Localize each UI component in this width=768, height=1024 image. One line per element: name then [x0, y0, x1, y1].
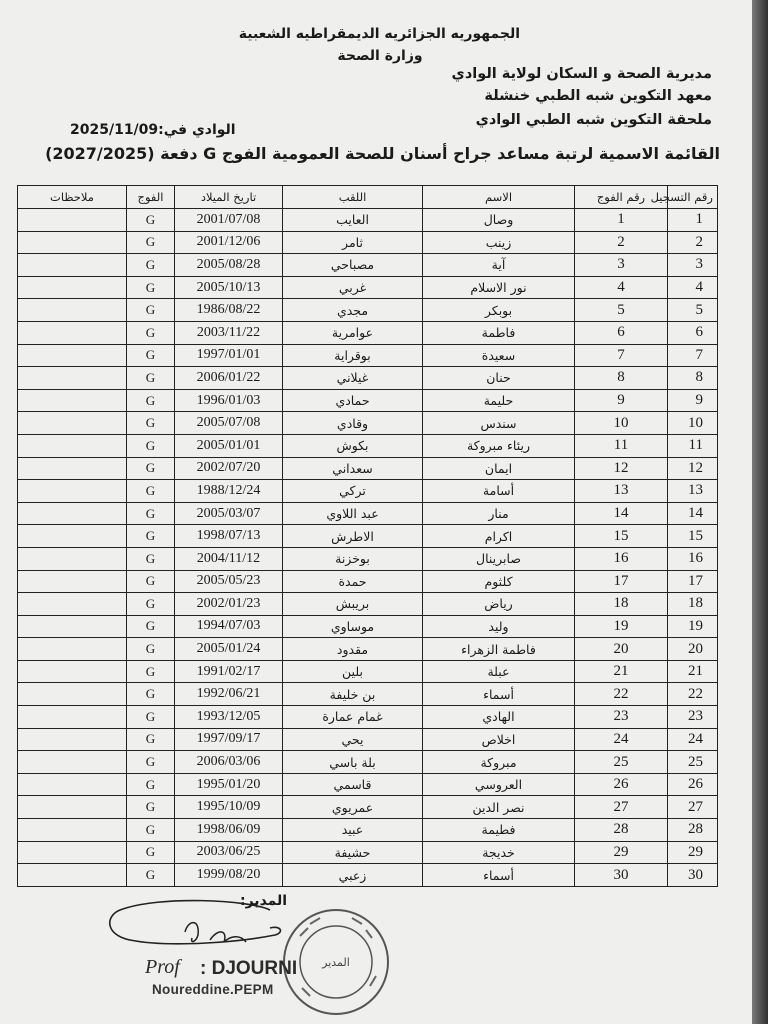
cell-surname: غمام عمارة: [283, 706, 423, 729]
cell-reg: 4: [668, 276, 718, 299]
cell-class: G: [127, 841, 175, 864]
cell-notes: [18, 389, 127, 412]
cell-group-no: 11: [575, 434, 668, 457]
table-row: [18, 254, 718, 277]
cell-surname: حمدة: [283, 570, 423, 593]
cell-name: فطيمة: [423, 819, 575, 842]
cell-name: ايمان: [423, 457, 575, 480]
col-header-name: الاسم: [423, 186, 575, 209]
cell-class: G: [127, 321, 175, 344]
cell-notes: [18, 660, 127, 683]
cell-class: G: [127, 593, 175, 616]
cell-reg: 20: [668, 638, 718, 661]
cell-dob: 2005/10/13: [175, 276, 283, 299]
table-row: [18, 570, 718, 593]
cell-reg: 14: [668, 502, 718, 525]
cell-class: G: [127, 660, 175, 683]
cell-surname: وقادي: [283, 412, 423, 435]
cell-reg: 9: [668, 389, 718, 412]
cell-dob: 1994/07/03: [175, 615, 283, 638]
republic-header: الجمهوريه الجزائريه الديمقراطيه الشعبية: [238, 26, 520, 42]
cell-surname: بلة باسي: [283, 751, 423, 774]
cell-surname: حمادي: [283, 389, 423, 412]
cell-name: أسماء: [423, 864, 575, 887]
col-header-group-no: رقم الفوج: [575, 186, 668, 209]
cell-group-no: 14: [575, 502, 668, 525]
cell-notes: [18, 615, 127, 638]
cell-name: اخلاص: [423, 728, 575, 751]
cell-class: G: [127, 728, 175, 751]
cell-name: وصال: [423, 209, 575, 232]
cell-name: رياض: [423, 593, 575, 616]
cell-dob: 2002/01/23: [175, 593, 283, 616]
cell-group-no: 24: [575, 728, 668, 751]
cell-reg: 27: [668, 796, 718, 819]
cell-group-no: 26: [575, 773, 668, 796]
cell-name: حنان: [423, 367, 575, 390]
cell-class: G: [127, 457, 175, 480]
cell-group-no: 13: [575, 480, 668, 503]
table-row: [18, 751, 718, 774]
cell-reg: 28: [668, 819, 718, 842]
table-row: [18, 796, 718, 819]
cell-notes: [18, 819, 127, 842]
cell-class: G: [127, 773, 175, 796]
cell-name: حليمة: [423, 389, 575, 412]
cell-class: G: [127, 525, 175, 548]
cell-reg: 19: [668, 615, 718, 638]
cell-name: أسامة: [423, 480, 575, 503]
cell-name: بوبكر: [423, 299, 575, 322]
cell-group-no: 5: [575, 299, 668, 322]
col-header-dob: تاريخ الميلاد: [175, 186, 283, 209]
table-row: [18, 525, 718, 548]
cell-dob: 2005/03/07: [175, 502, 283, 525]
table-row: [18, 434, 718, 457]
cell-notes: [18, 841, 127, 864]
cell-class: G: [127, 299, 175, 322]
cell-group-no: 2: [575, 231, 668, 254]
cell-class: G: [127, 412, 175, 435]
cell-group-no: 25: [575, 751, 668, 774]
cell-surname: حشيفة: [283, 841, 423, 864]
page-edge: [752, 0, 768, 1024]
cell-notes: [18, 412, 127, 435]
cell-reg: 29: [668, 841, 718, 864]
cell-dob: 1999/08/20: [175, 864, 283, 887]
signer-name: : DJOURNI: [200, 958, 298, 979]
cell-dob: 2005/05/23: [175, 570, 283, 593]
cell-surname: مصباحي: [283, 254, 423, 277]
table-row: [18, 841, 718, 864]
cell-notes: [18, 751, 127, 774]
cell-name: العروسي: [423, 773, 575, 796]
table-row: [18, 480, 718, 503]
cell-name: وليد: [423, 615, 575, 638]
cell-surname: يحي: [283, 728, 423, 751]
directorate-header: مديرية الصحة و السكان لولاية الوادي: [451, 66, 712, 82]
signer-title: Prof: [145, 956, 180, 978]
cell-dob: 1997/01/01: [175, 344, 283, 367]
cell-notes: [18, 344, 127, 367]
cell-notes: [18, 570, 127, 593]
document-date: الوادي في:2025/11/09: [70, 122, 236, 138]
cell-group-no: 18: [575, 593, 668, 616]
table-row: [18, 593, 718, 616]
cell-group-no: 9: [575, 389, 668, 412]
cell-group-no: 6: [575, 321, 668, 344]
cell-class: G: [127, 209, 175, 232]
cell-dob: 2005/01/24: [175, 638, 283, 661]
cell-group-no: 23: [575, 706, 668, 729]
table-row: [18, 502, 718, 525]
cell-notes: [18, 547, 127, 570]
cell-group-no: 20: [575, 638, 668, 661]
table-row: [18, 819, 718, 842]
cell-dob: 2005/08/28: [175, 254, 283, 277]
cell-dob: 2006/01/22: [175, 367, 283, 390]
signer-full-name: Noureddine.PEPM: [152, 982, 274, 997]
students-table: [18, 185, 718, 887]
cell-group-no: 22: [575, 683, 668, 706]
table-row: [18, 389, 718, 412]
cell-reg: 1: [668, 209, 718, 232]
table-row: [18, 728, 718, 751]
institute-header: معهد التكوين شبه الطبي خنشلة: [484, 88, 712, 104]
cell-reg: 12: [668, 457, 718, 480]
cell-surname: تركي: [283, 480, 423, 503]
cell-group-no: 30: [575, 864, 668, 887]
cell-reg: 15: [668, 525, 718, 548]
cell-class: G: [127, 344, 175, 367]
cell-surname: بكوش: [283, 434, 423, 457]
cell-surname: ثامر: [283, 231, 423, 254]
cell-dob: 1996/01/03: [175, 389, 283, 412]
cell-reg: 2: [668, 231, 718, 254]
cell-surname: سعداني: [283, 457, 423, 480]
cell-surname: بلين: [283, 660, 423, 683]
cell-surname: غيلاني: [283, 367, 423, 390]
col-header-notes: ملاحظات: [18, 186, 127, 209]
cell-dob: 1995/01/20: [175, 773, 283, 796]
cell-class: G: [127, 706, 175, 729]
cell-notes: [18, 638, 127, 661]
table-row: [18, 638, 718, 661]
cell-notes: [18, 209, 127, 232]
cell-surname: موساوي: [283, 615, 423, 638]
cell-dob: 2001/12/06: [175, 231, 283, 254]
cell-reg: 24: [668, 728, 718, 751]
cell-class: G: [127, 434, 175, 457]
director-label: المدير:: [240, 893, 288, 909]
cell-dob: 1992/06/21: [175, 683, 283, 706]
table-row: [18, 660, 718, 683]
table-row: [18, 412, 718, 435]
cell-notes: [18, 593, 127, 616]
cell-notes: [18, 728, 127, 751]
cell-group-no: 7: [575, 344, 668, 367]
cell-group-no: 15: [575, 525, 668, 548]
cell-dob: 2001/07/08: [175, 209, 283, 232]
cell-reg: 30: [668, 864, 718, 887]
table-row: [18, 231, 718, 254]
cell-name: نصر الدين: [423, 796, 575, 819]
cell-surname: قاسمي: [283, 773, 423, 796]
table-row: [18, 615, 718, 638]
cell-notes: [18, 706, 127, 729]
cell-notes: [18, 480, 127, 503]
cell-name: أسماء: [423, 683, 575, 706]
cell-class: G: [127, 683, 175, 706]
cell-class: G: [127, 751, 175, 774]
cell-class: G: [127, 276, 175, 299]
cell-surname: عوامرية: [283, 321, 423, 344]
cell-class: G: [127, 254, 175, 277]
cell-class: G: [127, 570, 175, 593]
table-row: [18, 299, 718, 322]
cell-dob: 2004/11/12: [175, 547, 283, 570]
cell-reg: 3: [668, 254, 718, 277]
cell-dob: 1995/10/09: [175, 796, 283, 819]
cell-group-no: 8: [575, 367, 668, 390]
cell-dob: 2003/11/22: [175, 321, 283, 344]
cell-group-no: 19: [575, 615, 668, 638]
cell-notes: [18, 773, 127, 796]
cell-class: G: [127, 796, 175, 819]
cell-notes: [18, 434, 127, 457]
cell-class: G: [127, 864, 175, 887]
table-row: [18, 683, 718, 706]
col-header-class: الفوج: [127, 186, 175, 209]
cell-reg: 8: [668, 367, 718, 390]
cell-group-no: 3: [575, 254, 668, 277]
cell-name: فاطمة الزهراء: [423, 638, 575, 661]
table-row: [18, 321, 718, 344]
cell-name: صابرينال: [423, 547, 575, 570]
cell-dob: 2003/06/25: [175, 841, 283, 864]
cell-reg: 7: [668, 344, 718, 367]
table-row: [18, 457, 718, 480]
cell-name: زينب: [423, 231, 575, 254]
cell-notes: [18, 367, 127, 390]
cell-class: G: [127, 231, 175, 254]
cell-reg: 16: [668, 547, 718, 570]
cell-dob: 1991/02/17: [175, 660, 283, 683]
cell-class: G: [127, 547, 175, 570]
table-row: [18, 547, 718, 570]
cell-dob: 1993/12/05: [175, 706, 283, 729]
cell-surname: زعبي: [283, 864, 423, 887]
cell-notes: [18, 457, 127, 480]
cell-reg: 11: [668, 434, 718, 457]
cell-name: منار: [423, 502, 575, 525]
cell-name: نور الاسلام: [423, 276, 575, 299]
cell-reg: 22: [668, 683, 718, 706]
cell-group-no: 4: [575, 276, 668, 299]
cell-name: فاطمة: [423, 321, 575, 344]
cell-notes: [18, 525, 127, 548]
cell-group-no: 17: [575, 570, 668, 593]
cell-group-no: 12: [575, 457, 668, 480]
cell-surname: الاطرش: [283, 525, 423, 548]
cell-surname: مقدود: [283, 638, 423, 661]
cell-dob: 2005/07/08: [175, 412, 283, 435]
cell-class: G: [127, 389, 175, 412]
cell-reg: 21: [668, 660, 718, 683]
cell-reg: 10: [668, 412, 718, 435]
cell-class: G: [127, 502, 175, 525]
table-row: [18, 773, 718, 796]
cell-dob: 1997/09/17: [175, 728, 283, 751]
cell-group-no: 27: [575, 796, 668, 819]
cell-group-no: 1: [575, 209, 668, 232]
cell-class: G: [127, 367, 175, 390]
cell-notes: [18, 231, 127, 254]
table-header-row: [18, 186, 718, 209]
table-row: [18, 209, 718, 232]
cell-reg: 23: [668, 706, 718, 729]
cell-group-no: 21: [575, 660, 668, 683]
cell-group-no: 28: [575, 819, 668, 842]
cell-name: كلثوم: [423, 570, 575, 593]
handwritten-signature: [100, 880, 300, 960]
cell-reg: 13: [668, 480, 718, 503]
cell-class: G: [127, 615, 175, 638]
cell-surname: مجدي: [283, 299, 423, 322]
stamp-text: المدير: [322, 956, 350, 969]
cell-dob: 1998/06/09: [175, 819, 283, 842]
cell-surname: بريبش: [283, 593, 423, 616]
document-title: القائمة الاسمية لرتبة مساعد جراح أسنان للصحة العمومية الفوج G دفعة (2027/2025): [45, 144, 720, 163]
cell-name: عبلة: [423, 660, 575, 683]
table-row: [18, 344, 718, 367]
cell-class: G: [127, 819, 175, 842]
cell-notes: [18, 683, 127, 706]
cell-notes: [18, 502, 127, 525]
annex-header: ملحقة التكوين شبه الطبي الوادي: [475, 112, 712, 128]
cell-surname: بوخزنة: [283, 547, 423, 570]
cell-class: G: [127, 638, 175, 661]
cell-surname: غربي: [283, 276, 423, 299]
cell-notes: [18, 254, 127, 277]
cell-name: اكرام: [423, 525, 575, 548]
cell-dob: 1998/07/13: [175, 525, 283, 548]
cell-dob: 2005/01/01: [175, 434, 283, 457]
cell-reg: 17: [668, 570, 718, 593]
cell-surname: بن خليفة: [283, 683, 423, 706]
cell-name: آية: [423, 254, 575, 277]
cell-notes: [18, 299, 127, 322]
cell-notes: [18, 321, 127, 344]
col-header-reg: رقم التسجيل: [668, 186, 718, 209]
cell-dob: 2006/03/06: [175, 751, 283, 774]
cell-group-no: 29: [575, 841, 668, 864]
cell-dob: 1986/08/22: [175, 299, 283, 322]
cell-dob: 2002/07/20: [175, 457, 283, 480]
cell-reg: 18: [668, 593, 718, 616]
cell-surname: بوقراية: [283, 344, 423, 367]
cell-name: سندس: [423, 412, 575, 435]
table-row: [18, 706, 718, 729]
cell-name: الهادي: [423, 706, 575, 729]
cell-group-no: 16: [575, 547, 668, 570]
cell-notes: [18, 796, 127, 819]
cell-name: خديجة: [423, 841, 575, 864]
cell-surname: عبد اللاوي: [283, 502, 423, 525]
cell-notes: [18, 276, 127, 299]
col-header-surname: اللقب: [283, 186, 423, 209]
cell-name: مبروكة: [423, 751, 575, 774]
cell-reg: 6: [668, 321, 718, 344]
cell-reg: 25: [668, 751, 718, 774]
cell-group-no: 10: [575, 412, 668, 435]
table-row: [18, 276, 718, 299]
cell-name: سعيدة: [423, 344, 575, 367]
table-row: [18, 367, 718, 390]
cell-reg: 5: [668, 299, 718, 322]
signer-surname: DJOURNI: [211, 958, 298, 979]
cell-surname: عمريوي: [283, 796, 423, 819]
ministry-header: وزارة الصحة: [337, 48, 423, 64]
cell-surname: العايب: [283, 209, 423, 232]
cell-name: ريئاء مبروكة: [423, 434, 575, 457]
cell-class: G: [127, 480, 175, 503]
cell-surname: عبيد: [283, 819, 423, 842]
cell-reg: 26: [668, 773, 718, 796]
cell-dob: 1988/12/24: [175, 480, 283, 503]
